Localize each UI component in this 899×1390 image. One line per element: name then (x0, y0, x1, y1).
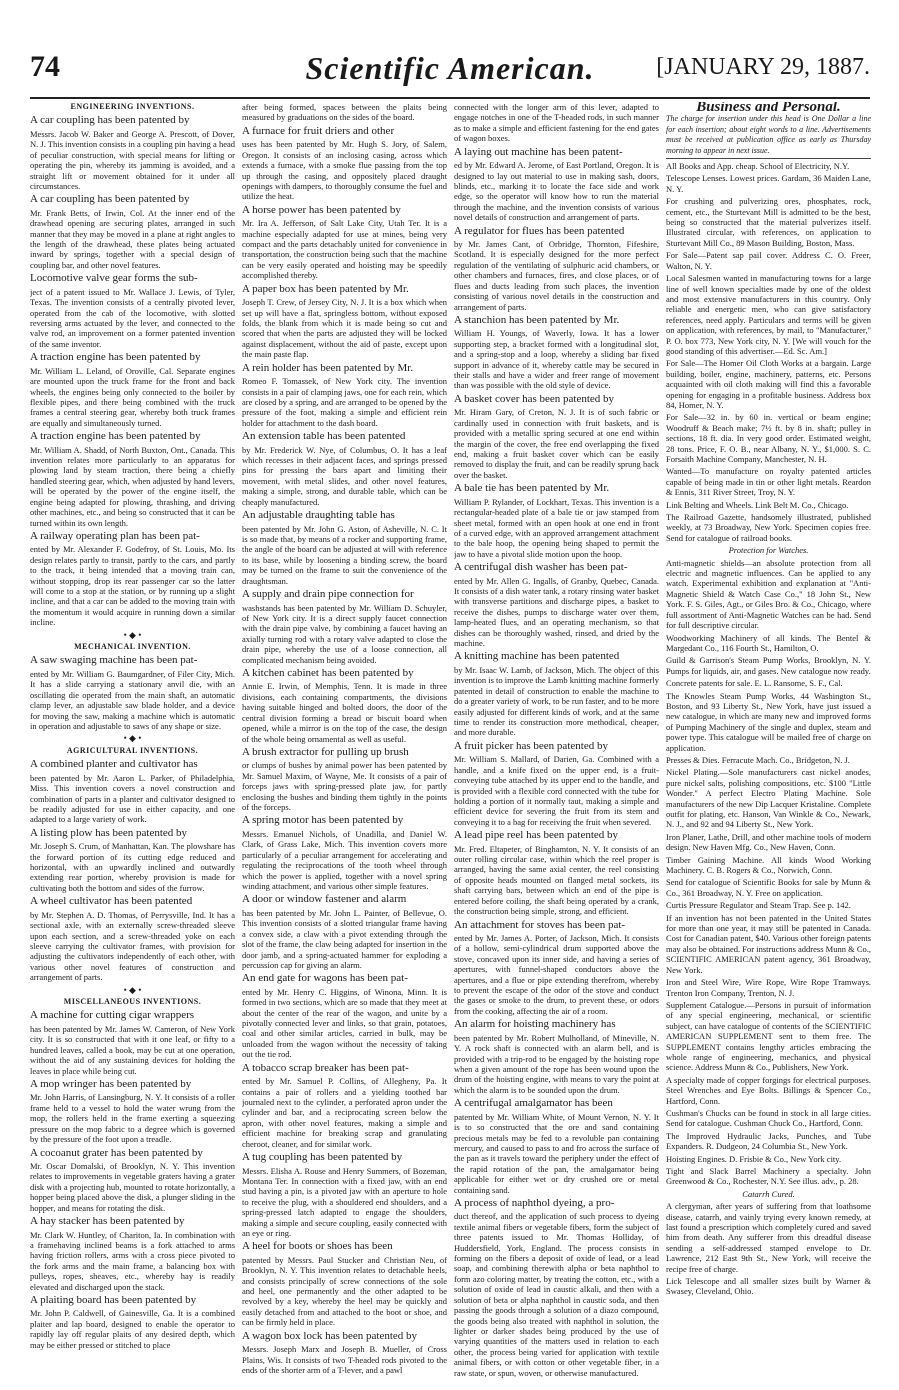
advertisement: Presses & Dies. Ferracute Mach. Co., Bridgeton, N. J. (666, 754, 850, 765)
item-body: by Mr. James Cant, of Orbridge, Thornton, Fifeshire, Scotland. It is especially designed for the more perfect regulation of the ventilating of sulphuric acid chambers, or other chambers and furnaces, fires, and close places, or of flues and ducts leading from such places, the invention consisting of various novel details in the construction and arrangement of parts. (454, 239, 659, 312)
item-lead: A bale tie has been patented by Mr. (454, 482, 610, 495)
item-body: washstands has been patented by Mr. William D. Schuyler, of New York city. It is a direct supply faucet connection with the drain pipe valve, by combining a faucet having an axially turning rod with a rotary valve adapted to close the drain pipe, whereby the use of a loose connection, all complicated mechanism being avoided. (242, 602, 447, 665)
item-lead: A process of naphthol dyeing, a pro- (454, 1196, 615, 1209)
column-1 (30, 102, 235, 1382)
item-body: Mr. Frank Betts, of Irwin, Col. At the inner end of the drawhead opening are securing plates, arranged in such manner that they may be moved in a plane at right angles to the length of the drawhead, these plates being actuated inward by springs, together with a special design of coupling bar, and other novel features. (30, 207, 235, 270)
item-body: Mr. Fred. Eltapeter, of Binghamton, N. Y. It consists of an outer rolling circular case, within which the reel proper is arranged, having the same axial center, the reel consisting of opposite heads mounted on flanged metal sockets, its shaft carrying bars, between which an end of the pipe is entered before coiling, the shaft being operated by a crank, the construction being simple, strong, and efficient. (454, 843, 659, 917)
item-lead: A hay stacker has been patented by (30, 1215, 185, 1228)
item-lead: An attachment for stoves has been pat- (454, 918, 626, 931)
item-body: patented by Mr. William White, of Mount Vernon, N. Y. It is to so constructed that the ore and sand containing precious metals may be fed to a revoluble pan containing mercury, and caused to pass to and fro across the surface of the pan as it travels toward the periphery under the effect of the rapid rotation of the pan, the amalgamator being applicable for either wet or dry crushed ore or metal containing sand. (454, 1111, 659, 1195)
item-body: or clumps of bushes by animal power has been patented by Mr. Samuel Maxim, of Wayne, Me. It consists of a pair of forceps jaws with spring-pressed plate jaw, for partly enclosing the bushes and binding them tightly in the points of the forceps. (242, 760, 447, 813)
item-body: Mr. John Harris, of Lansingburg, N. Y. It consists of a roller frame held to a vessel to hold the water wrung from the mop, the rollers held in the frame exerting a squeezing pressure on the mop fabric to a degree which is governed by the pressure of the foot upon a treadle. (30, 1092, 235, 1145)
section-heading: ENGINEERING INVENTIONS. (70, 102, 195, 111)
item-body: William H. Youngs, of Waverly, Iowa. It has a lower supporting step, a bracket formed with a longitudinal slot, and a spring-stop and a loop, whereby a sliding bar fixed support in advance of it, whereby cattle may be secured in their stalls and have a wider and freer range of movement than was possible with the old style of device. (454, 328, 659, 391)
item-lead: A basket cover has been patented by (454, 392, 615, 405)
item-lead: A traction engine has been patented by (30, 430, 201, 443)
item-lead: An end gate for wagons has been pat- (242, 972, 408, 985)
advertisement: Guild & Garrison's Steam Pump Works, Brooklyn, N. Y. Pumps for liquids, air, and gases. New catalogue now ready. (666, 655, 871, 676)
item-body: been patented by Mr. Robert Mulholland, of Mineville, N. Y. A rock shaft is connected with an alarm bell, and is provided with a trip-rod to be engaged by the hoisting rope when a given amount of the rope has been wound upon the drum of the hoisting engine, with means to vary the point at which the alarm is to be sounded upon the drum. (454, 1032, 659, 1095)
section-heading: AGRICULTURAL INVENTIONS. (66, 745, 199, 755)
item-body: Messrs. Jacob W. Baker and George A. Prescott, of Dover, N. J. This invention consists in a coupling pin having a head of peculiar construction, with special means for lifting or operating the pin, whereby its jamming is avoided, and a straight lift or movement obtained for it under all circumstances. (30, 128, 235, 191)
header-rule (30, 97, 870, 99)
advertisement: Woodworking Machinery of all kinds. The Bentel & Margedant Co., 116 Fourth St., Hamilton, O. (666, 632, 871, 653)
item-lead: A knitting machine has been patented (454, 650, 620, 663)
item-lead: A paper box has been patented by Mr. (242, 282, 409, 295)
item-lead: A horse power has been patented by (242, 203, 401, 216)
item-lead: A stanchion has been patented by Mr. (454, 313, 620, 326)
advertisement: For Sale—32 in. by 60 in. vertical or beam engine; Woodruff & Beach make; 7½ ft. by 8 in. shaft; pulley in sections, 18 ft. dia. In very good order. Estimated weight, 28 tons. Price, F. O. B., near Albany, N. Y., $1,000. S. C. Forsaith Machine Company, Manchester, N. H. (666, 412, 871, 464)
section-heading: MISCELLANEOUS INVENTIONS. (63, 997, 202, 1007)
item-body: Messrs. Elisha A. Rouse and Henry Summers, of Bozeman, Montana Ter. In connection with a fixed jaw, with an end stud having a pin, is a pivoted jaw with an aperture to hole to receive the plug, with a shouldered end shoulders, and a spring-pressed latch adapted to engage the shoulders, making a simple and secure coupling, easily connected with an eye or ring. (242, 1165, 447, 1238)
advertisement: A specialty made of copper forgings for electrical purposes. Steel Wrenches and Eye Bolts. Billings & Spencer Co., Hartford, Conn. (666, 1074, 871, 1106)
item-body: been patented by Mr. Aaron L. Parker, of Philadelphia, Miss. This invention covers a novel construction and combination of parts in a planter and cultivator designed to be readily adjusted for use in either capacity, and one adapted to a large variety of work. (30, 772, 235, 825)
advertisement: Lick Telescope and all smaller sizes built by Warner & Swasey, Cleveland, Ohio. (666, 1276, 871, 1297)
item-lead: A plaiting board has been patented by (30, 1293, 197, 1306)
section-separator: • ◆ • (123, 733, 142, 744)
item-body: by Mr. Isaac W. Lamb, of Jackson, Mich. The object of this invention is to improve the Lamb knitting machine formerly patented in detail of construction to enable the machine to do a greater variety of work, to be run faster, and to be more easily adjusted for different kinds of work, and at the same time to render its construction more methodical, cheaper, and more durable. (454, 664, 659, 738)
advertisement: All Books and App. cheap. School of Electricity, N.Y. (666, 161, 850, 172)
page-number: 74 (30, 50, 60, 83)
advertisement: Timber Gaining Machine. All kinds Wood Working Machinery. C. B. Rogers & Co., Norwich, Conn. (666, 854, 871, 876)
item-body: Mr. Clark W. Huntley, of Chariton, Ia. In combination with a framehaving inclined beams is a fork attached to arms having friction rollers, arms with a cross piece pivoted to the fork arms and the main frame, a balancing box with pulleys, ropes, sheaves, etc., whereby hay is readily elevated and discharged upon the stack. (30, 1229, 235, 1292)
section-heading: MECHANICAL INVENTION. (74, 642, 191, 652)
item-lead: A spring motor has been patented by (242, 814, 404, 827)
item-body: by Mr. Stephen A. D. Thomas, of Perrysville, Ind. It has a sectional axle, with an externally screw-threaded sleeve upon each section, and a screw-threaded yoke on each sleeve carrying the cultivator frames, with provision for adjusting the cultivators independently of each other, with various other novel features of construction and arrangement of parts. (30, 909, 235, 983)
column-4-business-personal (666, 102, 871, 1382)
item-lead: A mop wringer has been patented by (30, 1077, 192, 1090)
advertisement: Wanted—To manufacture on royalty patented articles capable of being made in tin or other light metals. Reardon & Ennis, 311 River Street, Troy, N. Y. (666, 466, 871, 498)
advertisement: Curtis Pressure Regulator and Steam Trap. See p. 142. (666, 900, 851, 911)
item-body: Mr. William L. Leland, of Oroville, Cal. Separate engines are mounted upon the truck frame for the front and back wheels, the engines being only connected to the boiler by flexible pipes, and there being combined with the truck frames a central steering gear, whereby both truck frames are equally and simultaneously turned. (30, 365, 235, 428)
advertisement: The Improved Hydraulic Jacks, Punches, and Tube Expanders. R. Dudgeon, 24 Columbia St., New York. (666, 1130, 871, 1152)
item-lead: A machine for cutting cigar wrappers (30, 1009, 195, 1022)
item-body: ject of a patent issued to Mr. Wallace J. Lewis, of Tyler, Texas. The invention consists of a centrally pivoted lever, operated from the cab of the locomotive, with slotted reversing arms actuated by the lever, and connected to the valve rod, an improvement on a former patented invention of the same inventor. (30, 286, 235, 349)
advertisement: The Knowles Steam Pump Works, 44 Washington St., Boston, and 93 Liberty St., New York, have just issued a new catalogue, in which are many new and improved forms of Pumping Machinery of the single and duplex, steam and power type. This catalogue will be mailed free of charge on application. (666, 690, 871, 753)
item-lead: A car coupling has been patented by (30, 193, 190, 206)
item-lead: An adjustable draughting table has (242, 509, 395, 522)
advertisement: For Sale—Patent sap pail cover. Address C. O. Freer, Walton, N. Y. (666, 250, 871, 271)
item-body: Mr. Oscar Domalski, of Brooklyn, N. Y. This invention relates to improvements in vegetable graters having a grater disk with a projecting hub, mounted to rotate horizontally, a hopper being placed above the disk, a plunger sliding in the hopper, and means for rotating the disk. (30, 1161, 235, 1213)
item-body: Annie E. Irwin, of Memphis, Tenn. It is made in three divisions, each containing compartments, the divisions having suitable hinged and bolted doors, the door of the central division forming a bread or biscuit board when opened, while a mirror is on the top of the case, the design of the whole being ornamental as well as useful. (242, 681, 447, 744)
issue-date: [JANUARY 29, 1887. (656, 54, 870, 80)
item-lead: A furnace for fruit driers and other (242, 124, 395, 137)
advertisement: Iron and Steel Wire, Wire Rope, Wire Rope Tramways. Trenton Iron Company, Trenton, N. J. (666, 977, 871, 998)
item-body: been patented by Mr. John G. Aston, of Asheville, N. C. It is so made that, by means of a rocker and supporting frame, the angle of the board can be adjusted at will with reference to its base, while by loosening a binding screw, the board may be turned on the frame to suit the convenience of the draughtsman. (242, 523, 447, 586)
item-lead: A cocoanut grater has been patented by (30, 1146, 203, 1159)
item-lead: A regulator for flues has been patented (454, 224, 625, 237)
advertisement: Hoisting Engines. D. Frisbie & Co., New York city. (666, 1153, 842, 1164)
item-lead: A tobacco scrap breaker has been pat- (242, 1061, 409, 1074)
item-body: connected with the longer arm of this lever, adapted to engage notches in one of the T-headed rods, in such manner as to make a simple and efficient fastening for the end gates of wagon boxes. (454, 102, 659, 144)
column-2 (242, 102, 447, 1382)
advertisement: If an invention has not been patented in the United States for more than one year, it may still be patented in Canada. Cost for Canadian patent, $40. Various other foreign patents may also be obtained. For instructions address Munn & Co., SCIENTIFIC AMERICAN patent agency, 361 Broadway, New York. (666, 912, 871, 975)
item-lead: A wagon box lock has been patented by (242, 1329, 418, 1342)
section-separator: • ◆ • (123, 984, 142, 995)
item-body: duct thereof, and the application of such process to dyeing textile animal fibers or vegetable fibers, form the subject of three patents issued to Mr. Thomas Holliday, of Huddersfield, York, England. The process consists in forming on the fibers a deposit of oxide of lead, or a lead soap, and combining therewith alpha or beta naphthol to form azo coloring matter, by treating the cotton, etc., with a solution of oxide of lead in caustic alkali, and then with a solution of beta or alpha naphthol in caustic soda, and then passing the goods through a solution of a diazo compound, the goods being also treated with naphthol in solution, the lighter or darker shades being produced by the use of varying quantities of the matters used in relation to each other, the process being varied for application with textile animal fibers, or with cotton or other vegetable fiber, in a raw state, or spun, woven, or otherwise manufactured. (454, 1211, 659, 1378)
column-3 (454, 102, 659, 1382)
item-body: Mr. William S. Mallard, of Darien, Ga. Combined with a handle, and a knife fixed on the upper end, is a fruit-conveying tube attached by its upper end to the handle, and is provided with a flexible cord connected with the tube for holding a portion of it normally taut, making a simple and efficient device for severing the fruit from its stem and conveying it to a bag for receiving the fruit when severed. (454, 754, 659, 827)
item-lead: A wheel cultivator has been patented (30, 895, 193, 908)
item-body: has been patented by Mr. John L. Painter, of Bellevue, O. This invention consists of a slotted triangular frame having a convex side, a claw with a pivot extending through the slot of the frame, the claw being adapted for insertion in the door jamb, and a spring-actuated hammer for exploding a percussion cap for giving an alarm. (242, 907, 447, 970)
item-body: Mr. John P. Caldwell, of Gainesville, Ga. It is a combined plaiter and lap board, designed to enable the operator to rapidly lay off regular plaits of any desired depth, which may be either pressed or stitched to place (30, 1308, 235, 1350)
item-body: patented by Messrs. Paul Stucker and Christian Neu, of Brooklyn, N. Y. This invention relates to detachable heels, and consists principally of screw connections of the sole and heel, one permanently and the other adapted to be revolved by a key, whereby the heel may be quickly and easily detached from and attached to the boot or shoe, and can be firmly held in place. (242, 1254, 447, 1328)
item-body: Romeo F. Tomassek, of New York city. The invention consists in a pair of clamping jaws, one for each rein, which are closed by a spring, and are arranged to be opened by the pressure of the foot, making a simple and efficient rein holder for attachment to the dash board. (242, 376, 447, 428)
item-body: Mr. Ira A. Jefferson, of Salt Lake City, Utah Ter. It is a machine especially adapted for use at mines, being very compact and the parts detachably united for convenience in transportation, the construction being such that the machine can be very easily operated and hoisting may be speedily accomplished thereby. (242, 218, 447, 281)
item-body: Messrs. Emanuel Nichols, of Unadilla, and Daniel W. Clark, of Grass Lake, Mich. This invention covers more particularly of a peculiar arrangement for accelerating and regulating the reciprocations of the tooth wheel through which the power is applied, together with a novel spring winding attachment, and various other simple features. (242, 828, 447, 891)
section-title: Business and Personal. (696, 102, 841, 115)
item-lead: A kitchen cabinet has been patented by (242, 666, 414, 679)
masthead-title: Scientific American. (305, 50, 595, 86)
advertisement: Iron Planer, Lathe, Drill, and other machine tools of modern design. New Haven Mfg. Co., New Haven, Conn. (666, 831, 871, 853)
item-body: has been patented by Mr. James W. Cameron, of New York city. It is so constructed that with it one leaf, or fifty to a hundred leaves, called a book, may be cut at one operation, without the aid of any sustaining devices for holding the leaves in place while being cut. (30, 1023, 235, 1076)
advertisement: The Railroad Gazette, handsomely illustrated, published weekly, at 73 Broadway, New York. Specimen copies free. Send for catalogue of railroad books. (666, 512, 871, 543)
item-lead: An alarm for hoisting machinery has (454, 1018, 616, 1031)
ad-subheading: Catarrh Cured. (742, 1188, 795, 1199)
item-lead: A centrifugal dish washer has been pat- (454, 561, 628, 574)
section-separator: • ◆ • (123, 629, 142, 640)
item-body: after being formed, spaces between the plaits being measured by graduations on the sides of the board. (242, 102, 447, 123)
item-lead: A rein holder has been patented by Mr. (242, 361, 414, 374)
advertisement: For crushing and pulverizing ores, phosphates, rock, cement, etc., the Sturtevant Mill is admitted to be the best, being so constructed that the material pulverizes itself. Illustrated circular, with references, on application to Sturtevant Mill Co., 89 Mason Building, Boston, Mass. (666, 196, 871, 248)
item-lead: A door or window fastener and alarm (242, 893, 407, 906)
item-lead: A traction engine has been patented by (30, 351, 201, 364)
item-lead: A saw swaging machine has been pat- (30, 654, 198, 667)
item-lead: A car coupling has been patented by (30, 114, 190, 127)
item-body: ented by Mr. Samuel P. Collins, of Allegheny, Pa. It contains a pair of rollers and a yielding toothed bar journaled next to the cylinder, a perforated apron under the cylinder and bar, and a reciprocating screen below the apron, with other novel features, making a simple and efficient machine for breaking scrap and granulating cheroot, cleaner, and for similar work. (242, 1076, 447, 1149)
item-lead: Locomotive valve gear forms the sub- (30, 272, 198, 285)
item-lead: A centrifugal amalgamator has been (454, 1097, 613, 1110)
advertisement: Supplement Catalogue.—Persons in pursuit of information of any special engineering, mechanical, or scientific subject, can have catalogue of contents of the SCIENTIFIC AMERICAN SUPPLEMENT sent to them free. The SUPPLEMENT contains lengthy articles embracing the whole range of engineering, mechanics, and physical science. Address Munn & Co., Publishers, New York. (666, 999, 871, 1073)
item-lead: A railway operating plan has been pat- (30, 529, 200, 542)
item-lead: A fruit picker has been patented by (454, 739, 608, 752)
item-body: Mr. Hiram Gary, of Creton, N. J. It is of such fabric or cardinally used in connection with fruit baskets, and is provided with a metallic spring secured at one end within the margin of the cover, the free end overlapping the fixed end, making a fruit basket cover which can be easily removed to display the fruit, and can be readily sprung back over the basket. (454, 407, 659, 480)
item-body: ented by Mr. William G. Baumgardner, of Filer City, Mich. It has a slide carrying a stationary anvil die, with an oscillating die operated from the main shaft, an automatic clamp lever, an adjustable saw blade holder, and a device for moving the saw, making a machine which is automatic in operation and adjustable to saws of any shape or size. (30, 668, 235, 731)
item-lead: A tug coupling has been patented by (242, 1151, 403, 1163)
advertisement: Send for catalogue of Scientific Books for sale by Munn & Co., 361 Broadway, N. Y. Free on application. (666, 877, 871, 898)
item-lead: A combined planter and cultivator has (30, 758, 198, 771)
advertisement: A clergyman, after years of suffering from that loathsome disease, catarrh, and vainly trying every known remedy, at last found a prescription which completely cured and saved him from death. Any sufferer from this dreadful disease sending a self-addressed stamped envelope to Dr. Lawrence, 212 East 9th St., New York, will receive the recipe free of charge. (666, 1201, 871, 1274)
item-body: ented by Mr. James A. Porter, of Jackson, Mich. It consists of a hollow, semi-cylindrical drum supported above the stove, concaved upon its inner side, and having a series of apertures, with funnel-shaped conductors above the apertures, and a flue or pipe extending therefrom, whereby to prevent the escape of the odor of the stove and conduct the gases or smoke to the drum, to prevent these, or odors from the cooking, affecting the air of a room. (454, 933, 659, 1016)
item-lead: A laying out machine has been patent- (454, 145, 623, 158)
item-body: ented by Mr. Alexander F. Godefroy, of St. Louis, Mo. Its design relates partly to transit, partly to the cars, and partly to the track, it being intended that a moving train can, without stopping, drop its rear passenger car so the latter will come to a stop at the station, or by running up a slight incline, and that a car can be added to the moving train with the momentum it would acquire in running down a similar incline. (30, 544, 235, 628)
item-body: Joseph T. Crew, of Jersey City, N. J. It is a box which when set up will have a flat, springless bottom, without exposed folds, the blank from which it is made being so cut and scored that when the parts are adjusted they will be locked against displacement, without the aid of paste, except upon the main paste flap. (242, 297, 447, 360)
advertisement: Local Salesmen wanted in manufacturing towns for a large line of well known specialties made by one of the oldest and most extensive manufacturers in this country. Only reliable and energetic men, who can give satisfactory references, need apply. Particulars and terms will be given on application, with references, by mail, to "Manufacturer," P. O. box 773, New York city, N. Y. [We will vouch for the good standing of this advertiser.—Ed. Sc. Am.] (666, 273, 871, 356)
item-lead: A supply and drain pipe connection for (242, 588, 414, 601)
item-body: ented by Mr. Henry C. Higgins, of Winona, Minn. It is formed in two sections, which are so made that they meet at about the center of the rear of the wagon, and unite by a pivotally connected lever and links, so that grain, potatoes, coal and other similar articles, carried in bulk, may be unloaded from the wagon without the necessity of taking out the tie rod. (242, 986, 447, 1060)
item-lead: A lead pipe reel has been patented by (454, 829, 619, 842)
item-lead: A heel for boots or shoes has been (242, 1240, 393, 1253)
item-body: Messrs. Joseph Marx and Joseph B. Mueller, of Cross Plains, Wis. It consists of two T-headed rods pivoted to the ends of the shorter arm of a T-lever, and a pawl (242, 1344, 447, 1375)
advertisement: Telescope Lenses. Lowest prices. Gardam, 36 Maiden Lane, N. Y. (666, 173, 871, 194)
advertisement: Link Belting and Wheels. Link Belt M. Co., Chicago. (666, 499, 849, 510)
item-body: William P. Rylander, of Lockhart, Texas. This invention is a rectangular-headed plate of a bale tie or jaw stamped from sheet metal, formed with an open hook at one end in front of a curved edge, with an approved arrangement attachment to the bale hoop, the opening being shaped to permit the jaw to have a pivotal slide motion upon the hoop. (454, 496, 659, 559)
item-lead: A brush extractor for pulling up brush (242, 745, 409, 758)
advertisement: Tight and Slack Barrel Machinery a specialty. John Greenwood & Co., Rochester, N.Y. See illus. adv., p. 28. (666, 1166, 871, 1187)
advertisement: Nickel Plating.—Sole manufacturers cast nickel anodes, pure nickel salts, polishing compositions, etc. $100 "Little Wonder." A perfect Electro Plating Machine. Sole manufacturers of the new Dip Lacquer Kristaline. Complete outfit for plating, etc. Hanson, Van Winkle & Co., Newark, N. J., and 92 and 94 Liberty St., New York. (666, 767, 871, 830)
item-body: Mr. Joseph S. Crum, of Manhattan, Kan. The plowshare has the forward portion of its cutting edge reduced and horizontal, with an upwardly inclined and outwardly extending rear portion, whereby provision is made for cultivating both the bottom and sides of the furrow. (30, 841, 235, 893)
advertisement: Concrete patents for sale. E. L. Ransome, S. F., Cal. (666, 678, 843, 689)
ad-subheading: Protection for Watches. (728, 545, 809, 556)
item-body: ented by Mr. Allen G. Ingalls, of Granby, Quebec, Canada. It consists of a dish water tank, a rotary rinsing water basket with transverse partitions and discharge pipes, a basket to receive the dishes, pumps to discharge water over them, lamp-heated flues, and an operating mechanism, so that dishes can be thoroughly washed, rinsed, and dried by the machine. (454, 575, 659, 649)
item-body: by Mr. Frederick W. Nye, of Columbus, O. It has a leaf which recesses in their adjacent faces, and springs pressed pins for pressing the bars apart and limiting their movement, with metal slides, and other novel features, making a simple, strong, and durable table, which can be cheaply manufactured. (242, 444, 447, 507)
rate-note: The charge for insertion under this head is One Dollar a line for each insertion; about eight words to a line. Advertisements must be received at publication office as early as Thursday morning to appear in next issue. (666, 114, 871, 159)
item-lead: A listing plow has been patented by (30, 826, 188, 839)
advertisement: For Sale—The Homer Oil Cloth Works at a bargain. Large building, boiler, engine, machinery, patterns, etc. Persons acquainted with oil cloth making will find this a favorable opening for engaging in a profitable business. Address box 84, Homer, N. Y. (666, 358, 871, 410)
advertisement: Anti-magnetic shields—an absolute protection from all electric and magnetic influences. Can be applied to any watch. Experimental exhibition and explanation at "Anti-Magnetic Shield & Watch Case Co.," 18 John St., New York. F. S. Giles, Agt., or Giles Bro. & Co., Chicago, where full assortment of Anti-Magnetic Watches can be had. Send for full descriptive circular. (666, 557, 871, 631)
item-body: ed by Mr. Edward A. Jerome, of East Portland, Oregon. It is designed to lay out material to use in making sash, doors, blinds, etc., marking it to locate the face side and work edge, so the operator will know how to run the material through the machine, and the invention consists of various novel details of construction and arrangement of parts. (454, 160, 659, 223)
item-body: Mr. William A. Shadd, of North Buxton, Ont., Canada. This invention relates more particularly to an apparatus for plowing land by steam traction, there being a chiefly handled steering gear, which, when adjusted by hand levers, will be operated by the power of the engine itself, the engine being adapted for plowing, thrashing, and driving other machines, etc., and being so constructed that it can be turned within its own length. (30, 444, 235, 528)
item-lead: An extension table has been patented (242, 430, 406, 443)
item-body: uses has been patented by Mr. Hugh S. Jory, of Salem, Oregon. It consists of an inclosing casing, across which extends a furnace, with a smoke flue passing from the top up through the casing, and oppositely placed draught openings with dampers, to thoroughly consume the fuel and utilize the heat. (242, 139, 447, 202)
page-header (30, 50, 870, 98)
advertisement: Cushman's Chucks can be found in stock in all large cities. Send for catalogue. Cushman Chuck Co., Hartford, Conn. (666, 1107, 871, 1129)
